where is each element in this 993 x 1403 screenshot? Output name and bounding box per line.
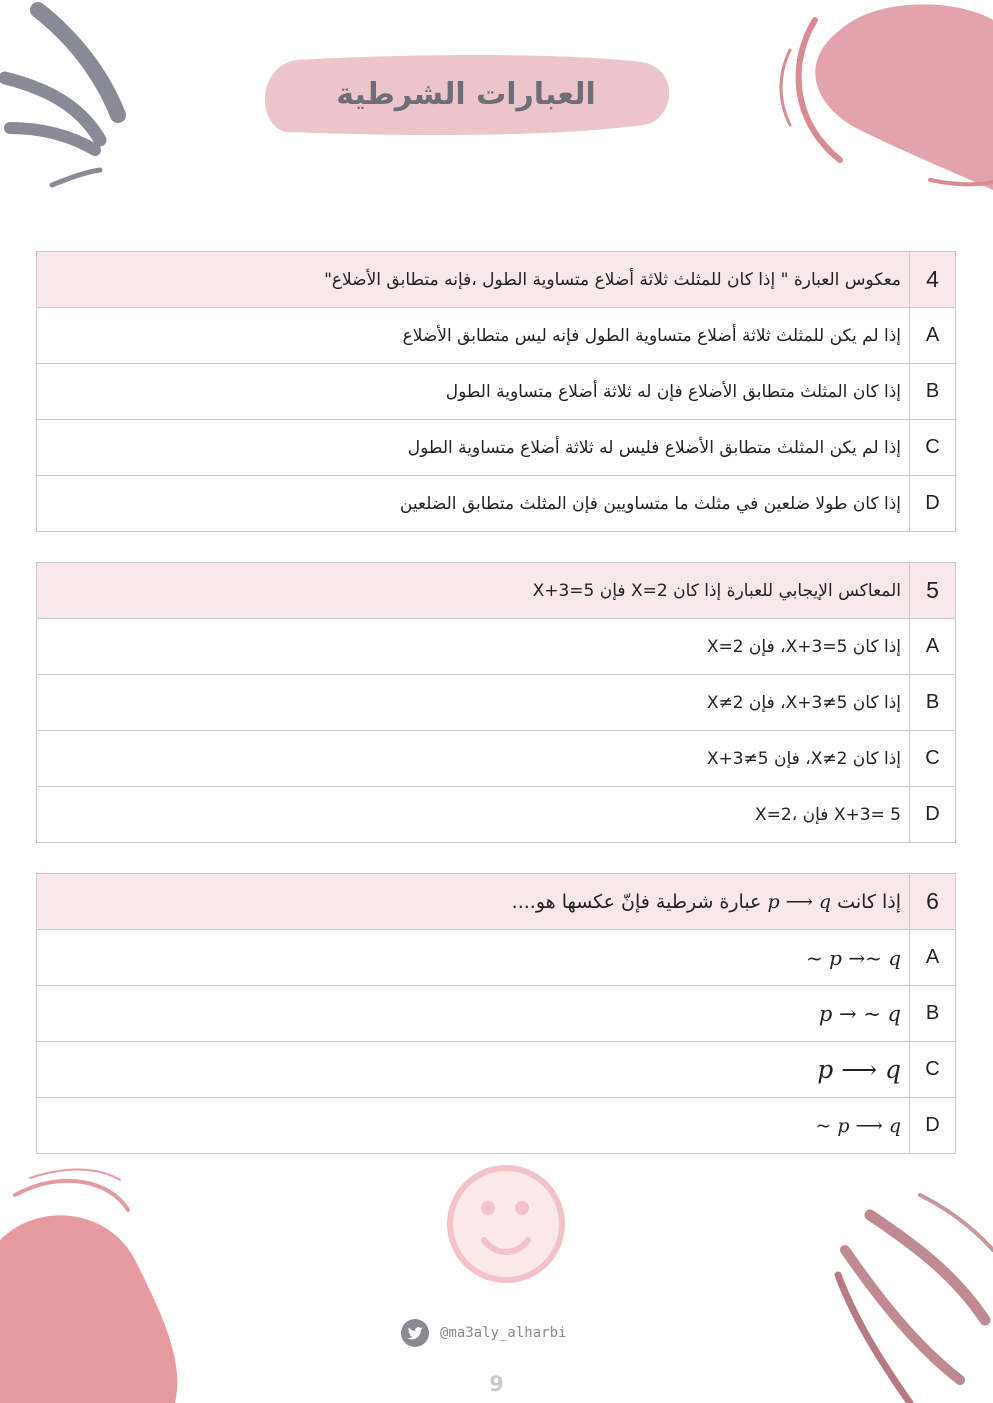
option-row-a[interactable] [37,619,956,675]
option-text: إذا كان X+3≠5، فإن X≠2 [37,675,910,731]
option-text: إذا كان المثلث متطابق الأضلاع فإن له ثلاثة أضلاع متساوية الطول [37,364,910,420]
option-letter: D [910,1098,956,1154]
option-letter: B [910,675,956,731]
prompt-before: إذا كانت [837,890,901,913]
twitter-bird-icon [400,1318,430,1348]
question-number: 5 [910,563,956,619]
option-row-d[interactable] [37,787,956,843]
page-number: 9 [489,1372,504,1396]
option-row-b[interactable] [37,986,956,1042]
top-left-brush-strokes [5,10,118,185]
option-math: p → ~ q [37,986,910,1042]
question-number: 6 [910,874,956,930]
question-prompt [37,874,910,930]
question-table-4 [36,251,956,532]
question-row [37,874,956,930]
option-row-d[interactable] [37,1098,956,1154]
prompt-after: عبارة شرطية فإنّ عكسها هو.... [511,890,762,913]
question-number: 4 [910,252,956,308]
option-letter: A [910,619,956,675]
option-math: p ⟶ q [37,1042,910,1098]
option-text: إذا كان X≠2، فإن X+3≠5 [37,731,910,787]
option-text: إذا كان طولا ضلعين في مثلث ما متساويين فإن المثلث متطابق الضلعين [37,476,910,532]
question-row [37,252,956,308]
question-prompt: معكوس العبارة " إذا كان للمثلث ثلاثة أضلاع متساوية الطول ،فإنه متطابق الأضلاع" [37,252,910,308]
option-letter: D [910,787,956,843]
option-math: ~ p →~ q [37,930,910,986]
option-letter: C [910,731,956,787]
option-math: ~ p ⟶ q [37,1098,910,1154]
option-row-c[interactable] [37,731,956,787]
question-table-6 [36,873,956,1154]
smiley-face-icon [450,1168,562,1280]
option-row-a[interactable] [37,930,956,986]
option-letter: A [910,930,956,986]
question-row [37,563,956,619]
option-row-a[interactable] [37,308,956,364]
option-row-c[interactable] [37,1042,956,1098]
option-letter: B [910,986,956,1042]
option-row-b[interactable] [37,364,956,420]
top-right-pink-blob [781,4,993,190]
option-letter: C [910,420,956,476]
option-letter: B [910,364,956,420]
social-handle-text: @ma3aly_alharbi [440,1325,567,1341]
option-text: إذا لم يكن للمثلث ثلاثة أضلاع متساوية الطول فإنه ليس متطابق الأضلاع [37,308,910,364]
option-letter: D [910,476,956,532]
option-letter: C [910,1042,956,1098]
question-prompt: المعاكس الإيجابي للعبارة إذا كان X=2 فإن X+3=5 [37,563,910,619]
bottom-left-pink-blob [0,1170,177,1403]
option-row-d[interactable] [37,476,956,532]
option-text: X=2، فإن X+3= 5 [37,787,910,843]
option-text: إذا كان X+3=5، فإن X=2 [37,619,910,675]
question-table-5 [36,562,956,843]
social-handle[interactable] [400,1318,566,1348]
title-banner [257,52,675,136]
option-text: إذا لم يكن المثلث متطابق الأضلاع فليس له ثلاثة أضلاع متساوية الطول [37,420,910,476]
option-letter: A [910,308,956,364]
prompt-math: p ⟶ q [767,890,832,913]
page-title: العبارات الشرطية [336,76,596,112]
option-row-b[interactable] [37,675,956,731]
option-row-c[interactable] [37,420,956,476]
